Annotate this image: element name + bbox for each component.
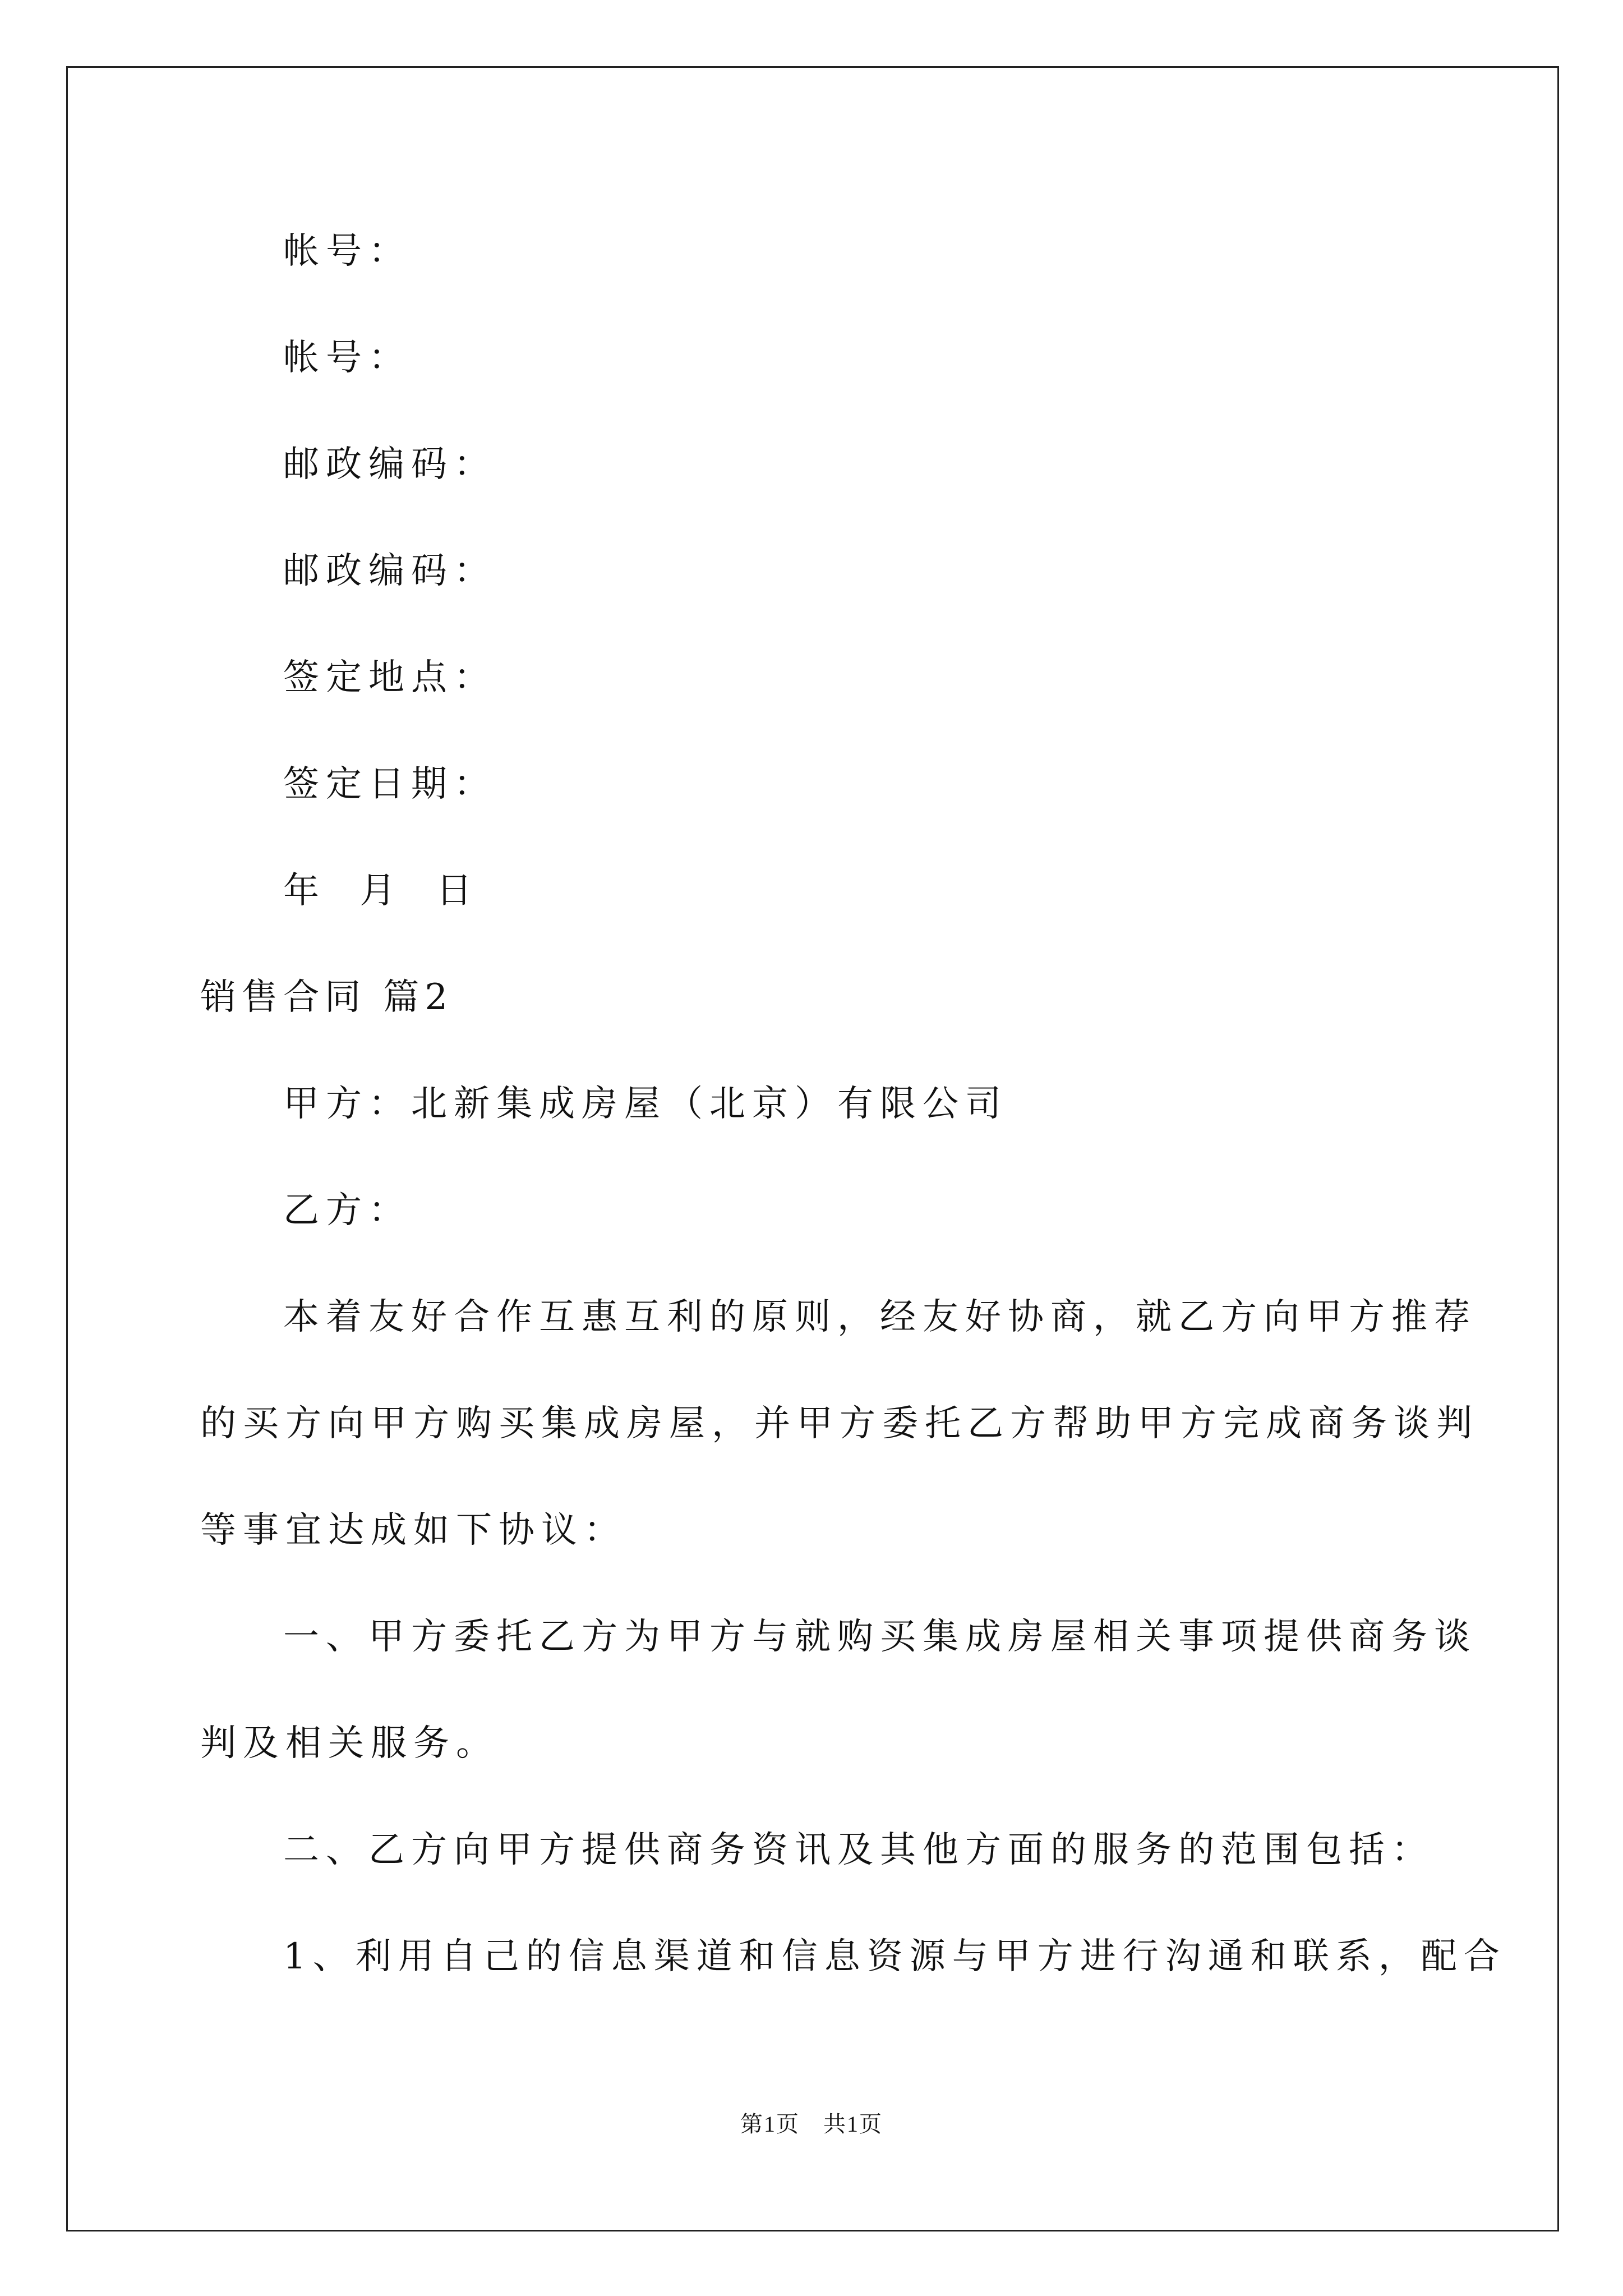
clause-1-line-1: 一、甲方委托乙方为甲方与就购买集成房屋相关事项提供商务谈: [283, 1616, 1477, 1658]
signing-date-label: 签定日期：: [283, 763, 496, 805]
account-label-2: 帐号：: [283, 337, 411, 379]
postal-code-label-2: 邮政编码：: [283, 550, 496, 592]
party-a: 甲方：北新集成房屋（北京）有限公司: [283, 1083, 1008, 1125]
intro-line-3: 等事宜达成如下协议：: [200, 1510, 626, 1551]
signing-place-label: 签定地点：: [283, 657, 496, 698]
page-footer: 第1页 共1页: [740, 2111, 883, 2137]
item-1: 1、利用自己的信息渠道和信息资源与甲方进行沟通和联系，配合: [283, 1936, 1506, 1977]
intro-line-1: 本着友好合作互惠互利的原则，经友好协商，就乙方向甲方推荐: [283, 1296, 1477, 1338]
page-border: [66, 66, 1559, 2231]
section-heading: 销售合同 篇2: [200, 977, 454, 1018]
intro-line-2: 的买方向甲方购买集成房屋，并甲方委托乙方帮助甲方完成商务谈判: [200, 1403, 1479, 1444]
clause-1-line-2: 判及相关服务。: [200, 1723, 499, 1764]
account-label-1: 帐号：: [283, 231, 411, 272]
postal-code-label-1: 邮政编码：: [283, 444, 496, 485]
date-placeholder: 年 月 日: [283, 870, 479, 912]
clause-2: 二、乙方向甲方提供商务资讯及其他方面的服务的范围包括：: [283, 1829, 1434, 1871]
party-b: 乙方：: [283, 1190, 411, 1231]
